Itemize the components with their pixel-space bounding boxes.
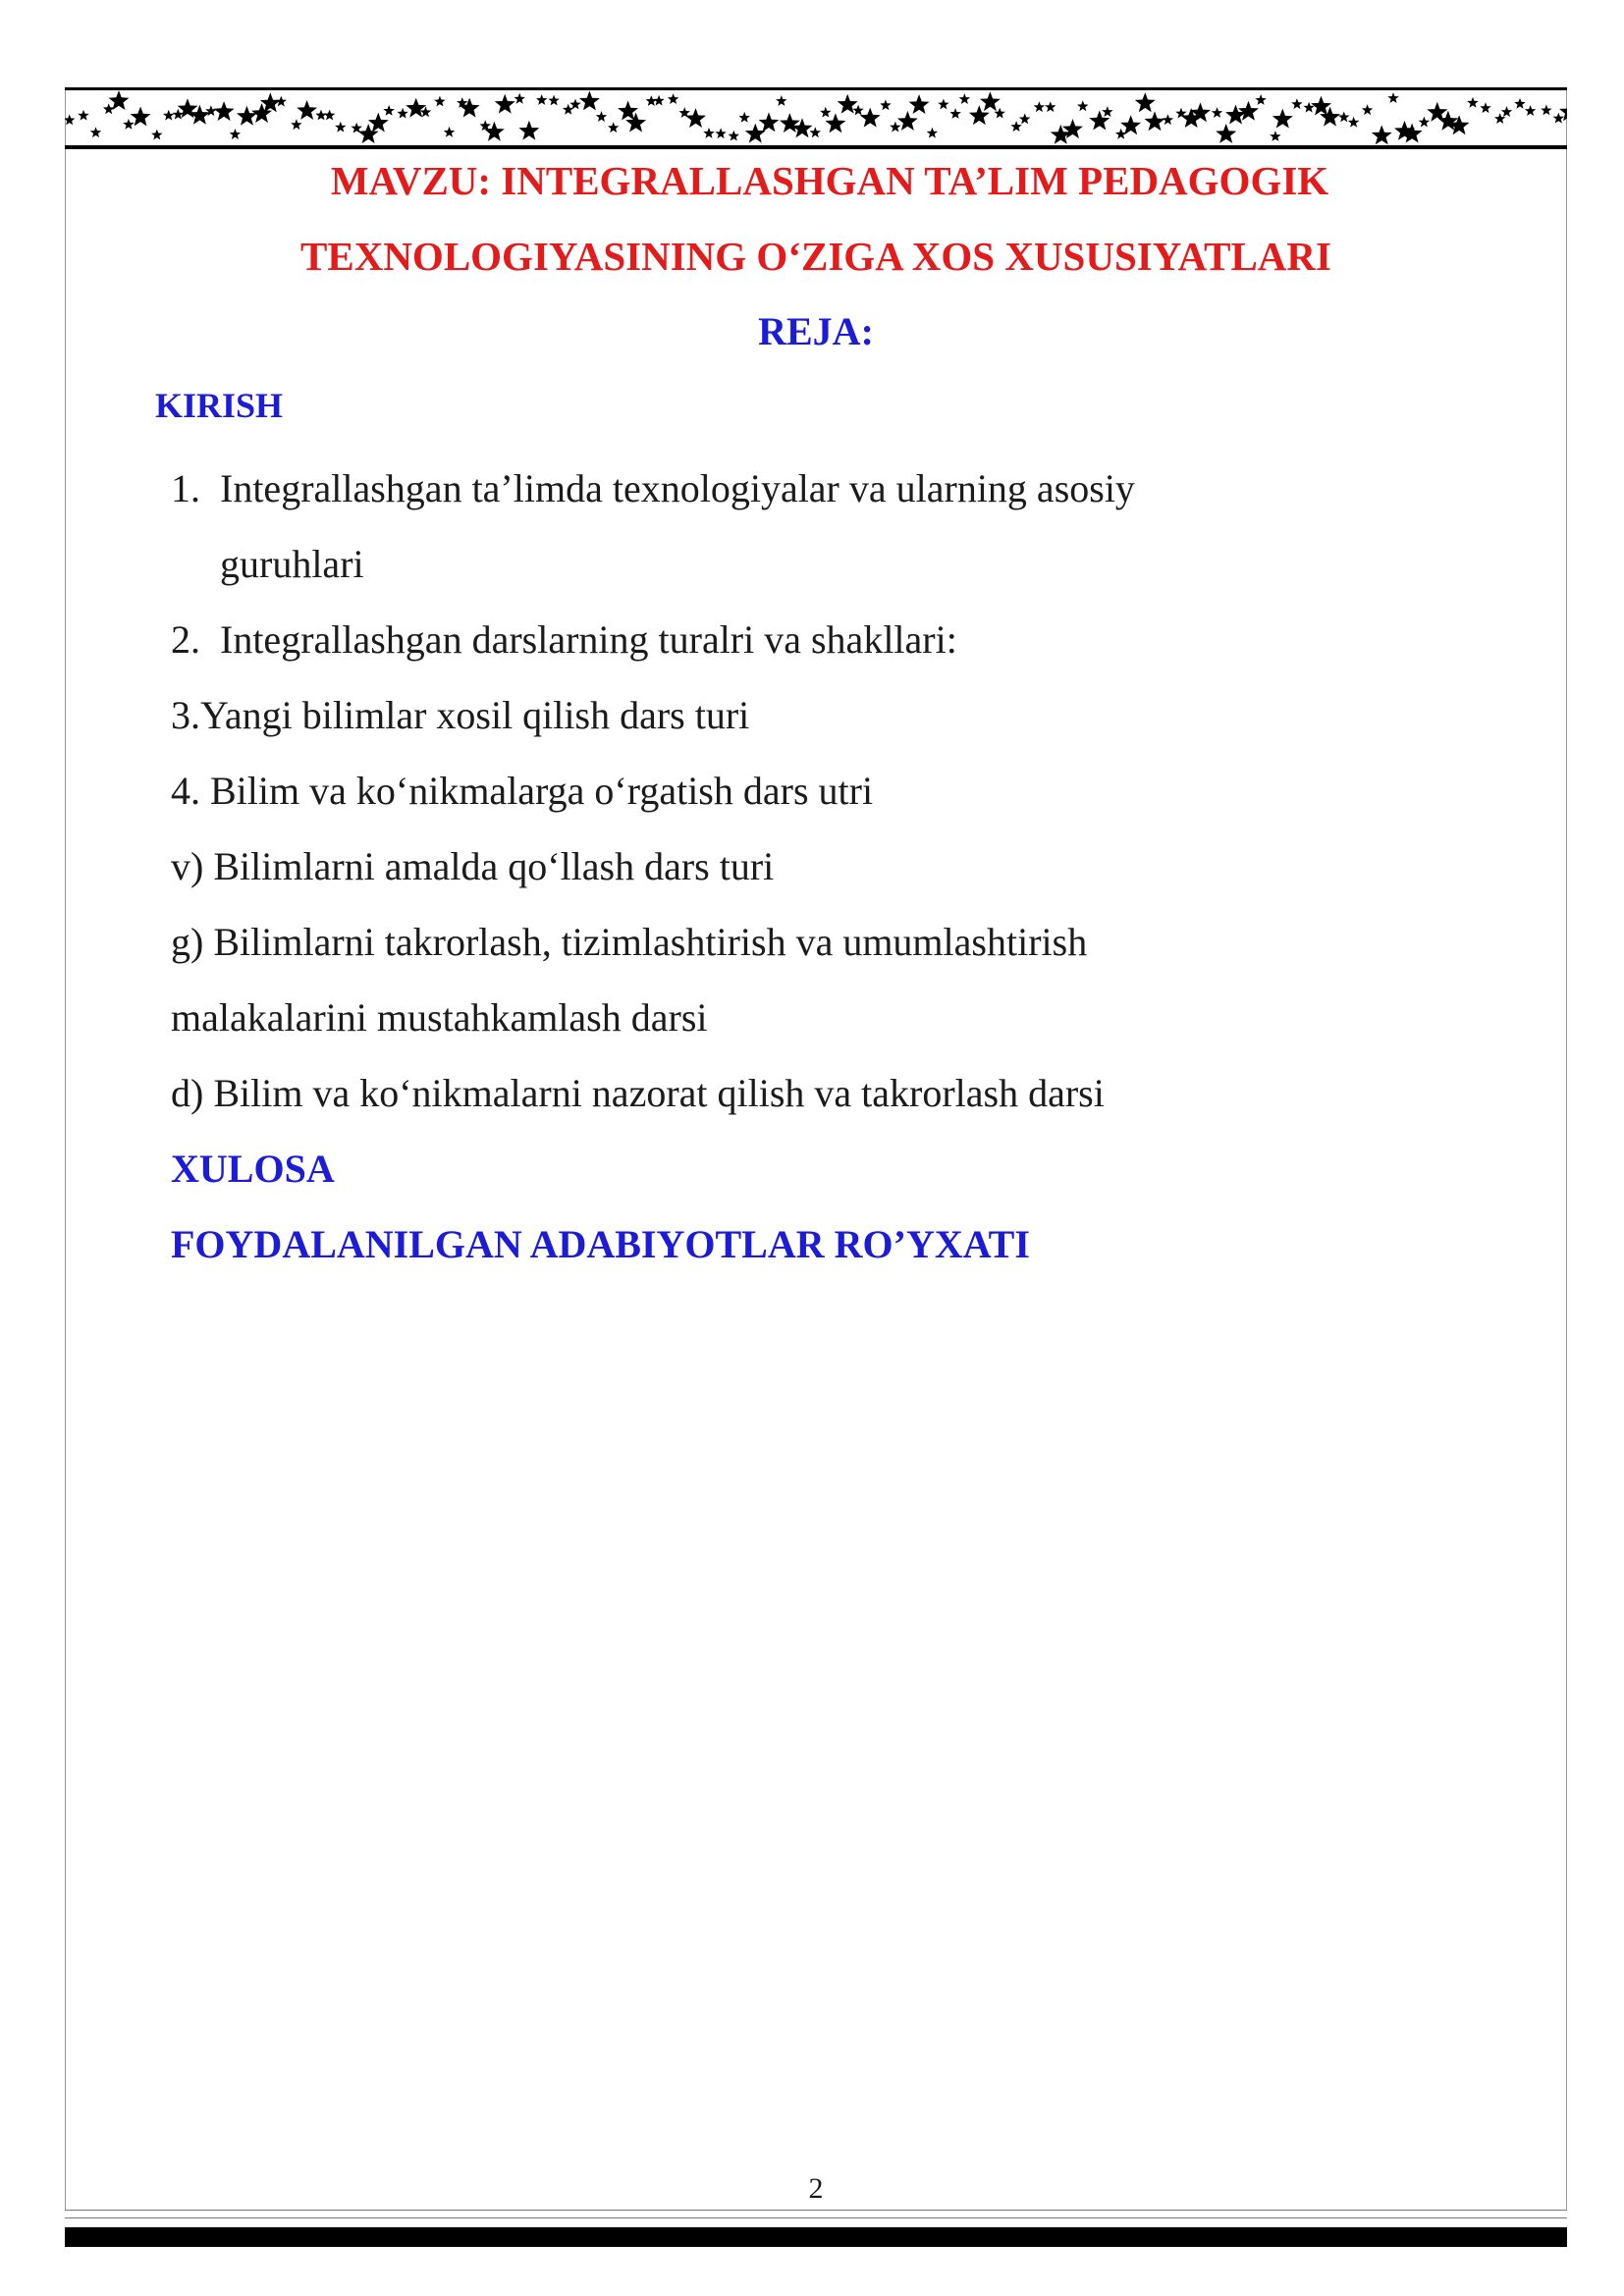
- title-line-2: TEXNOLOGIYASINING O‘ZIGA XOS XUSUSIYATLARI: [300, 234, 1331, 279]
- bottom-rule-thick: [65, 2227, 1567, 2247]
- page-number: 2: [808, 2172, 824, 2205]
- star-border-decoration: [65, 87, 1567, 149]
- plan-item-1-number: 1.: [171, 466, 200, 510]
- plan-item-1: [171, 465, 1135, 511]
- plan-item-1-continuation: guruhlari: [220, 542, 364, 586]
- bottom-rule-thin-1: [65, 2210, 1567, 2211]
- plan-heading: REJA:: [758, 309, 874, 353]
- plan-item-2-text: Integrallashgan darslarning turalri va shakllari:: [220, 617, 957, 662]
- plan-item-g: g) Bilimlarni takrorlash, tizimlashtirish va umumlashtirish: [171, 920, 1088, 964]
- bottom-rule-thin-2: [65, 2217, 1567, 2218]
- plan-item-4: 4. Bilim va ko‘nikmalarga o‘rgatish dars utri: [171, 769, 874, 813]
- intro-heading: KIRISH: [155, 386, 284, 425]
- plan-item-3: 3.Yangi bilimlar xosil qilish dars turi: [171, 693, 750, 737]
- plan-item-v: v) Bilimlarni amalda qo‘llash dars turi: [171, 844, 775, 888]
- plan-item-1-text: Integrallashgan ta’limda texnologiyalar va ularning asosiy: [220, 466, 1135, 510]
- star-pattern-icon: [65, 90, 1567, 145]
- conclusion-heading: XULOSA: [171, 1147, 335, 1191]
- title-line-1: MAVZU: INTEGRALLASHGAN TA’LIM PEDAGOGIK: [330, 158, 1329, 203]
- plan-item-g-continuation: malakalarini mustahkamlash darsi: [171, 995, 708, 1040]
- plan-item-2-number: 2.: [171, 617, 200, 662]
- plan-item-2: [171, 616, 957, 663]
- references-heading: FOYDALANILGAN ADABIYOTLAR RO’YXATI: [171, 1222, 1030, 1266]
- plan-item-d: d) Bilim va ko‘nikmalarni nazorat qilish va takrorlash darsi: [171, 1071, 1105, 1115]
